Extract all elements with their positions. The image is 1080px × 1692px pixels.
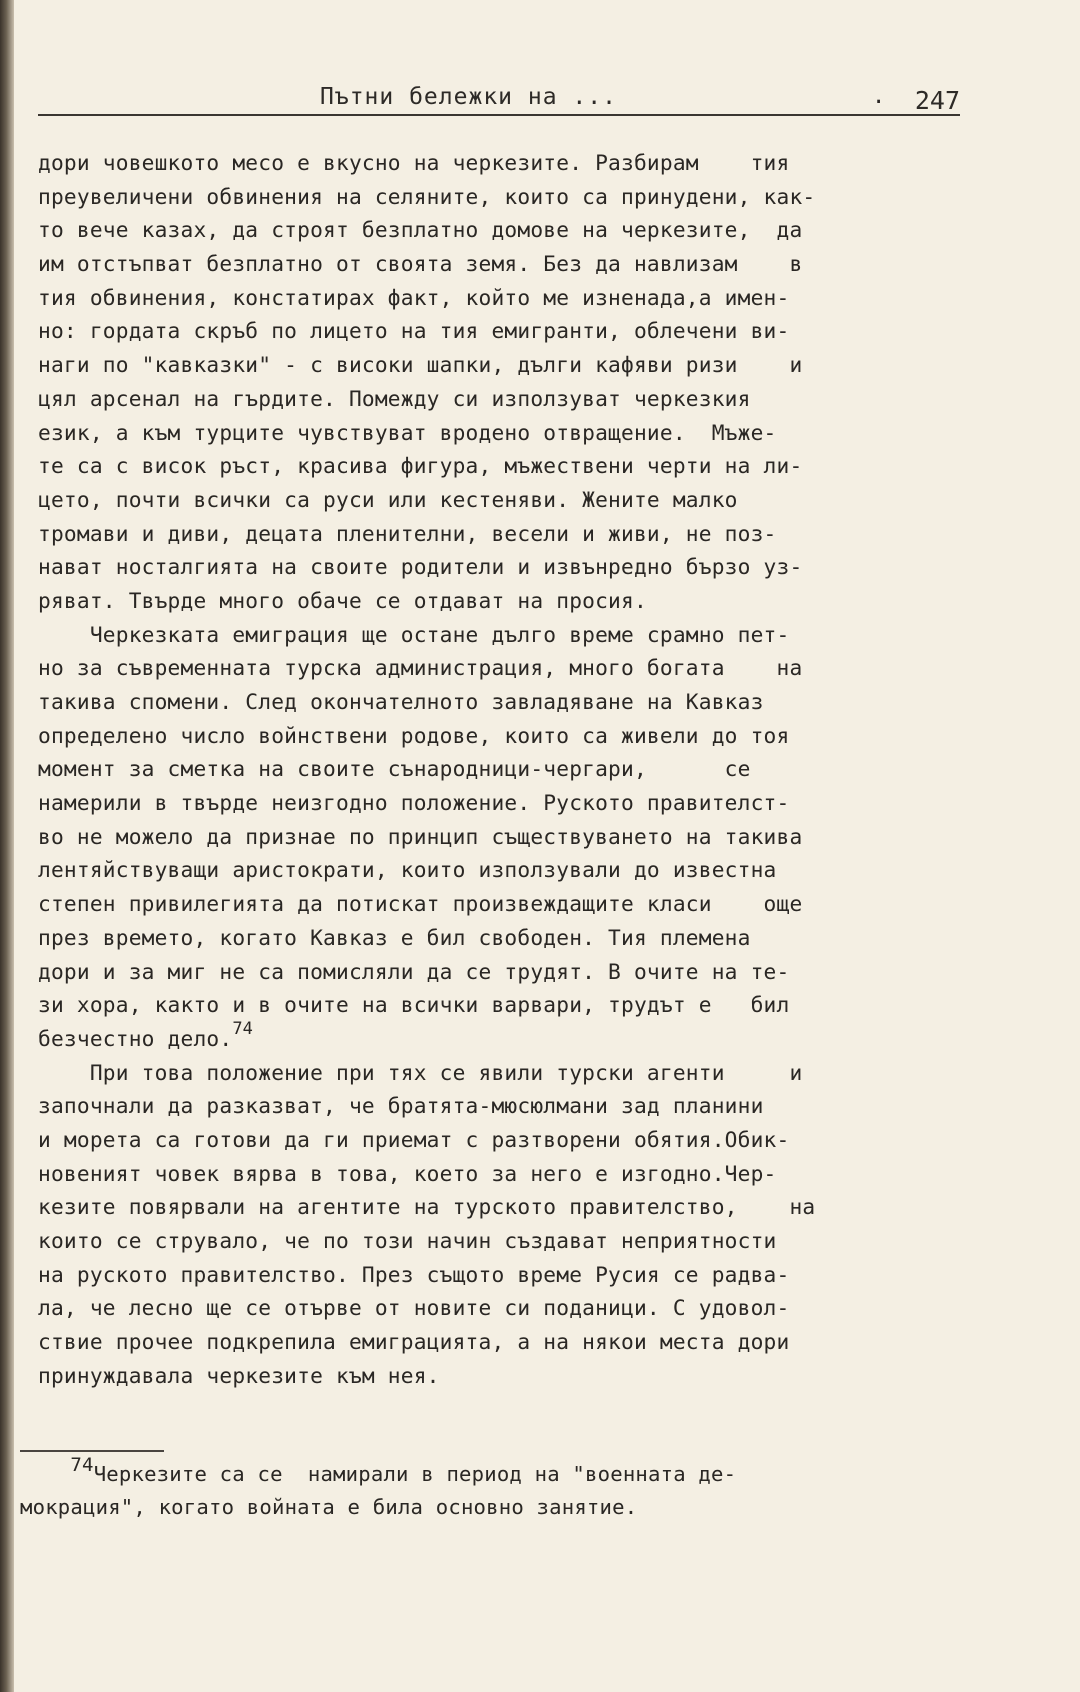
text-line: им отстъпват безплатно от своята земя. Без да навлизам в [38,251,803,277]
text-line: лентяйствуващи аристократи, които използували до известна [38,857,777,883]
text-line-with-footnote [38,1018,978,1056]
text-line: ла, че лесно ще се отърве от новите си поданици. С удовол- [38,1295,790,1321]
text-line: започнали да разказват, че братята-мюсюлмани зад планини [38,1093,764,1119]
text-line: на руското правителство. През същото време Русия се радва- [38,1261,790,1287]
text-line: но за съвременната турска администрация, много богата на [38,655,803,681]
footnote [20,1454,980,1524]
text-line: степен привилегията да потискат произвеждащите класи още [38,891,803,917]
text-line: во не можело да признае по принцип съществуването на такива [38,823,803,849]
text-line: дори човешкото месо е вкусно на черкезите. Разбирам тия [38,150,790,175]
text-line: през времето, когато Кавказ е бил свободен. Тия племена [38,924,751,950]
text-line: преувеличени обвинения на селяните, които са принудени, как- [38,183,816,209]
text-line: новеният човек вярва в това, което за него е изгодно.Чер- [38,1160,777,1186]
running-title: Пътни бележки на ... [320,84,617,110]
text-line: момент за сметка на своите сънародници-чергари, се [38,756,751,782]
text-line: тромави и диви, децата пленителни, весели и живи, не поз- [38,520,777,546]
text-line: които се струвало, че по този начин създават неприятности [38,1228,777,1253]
text-line-content: безчестно дело. [38,1025,233,1051]
text-line: ствие прочее подкрепила емиграцията, а на някои места дори [38,1329,790,1355]
text-line: тия обвинения, констатирах факт, който ме изненада,а имен- [38,284,790,310]
footnote-line: мокрация", когато войната е била основно занятие. [20,1495,638,1519]
text-line: намерили в твърде неизгодно положение. Руското правителст- [38,790,790,816]
body-text [38,146,978,1392]
text-line: такива спомени. След окончателното завладяване на Кавказ [38,689,764,714]
text-line: те са с висок ръст, красива фигура, мъжествени черти на ли- [38,453,803,479]
text-line: зи хора, както и в очите на всички варвари, трудът е бил [38,992,790,1018]
text-line: кезите повярвали на агентите на турското правителство, на [38,1194,816,1220]
text-line: цял арсенал на гърдите. Помежду си използуват черкезкия [38,385,751,411]
page-number: 247 [914,86,960,115]
running-header [38,84,960,116]
text-line: ряват. Твърде много обаче се отдават на просия. [38,587,647,613]
text-line: цето, почти всички са руси или кестеняви. Жените малко [38,486,738,512]
footnote-divider [20,1450,164,1452]
text-line: определено число войнствени родове, които са живели до тоя [38,722,790,748]
text-line: език, а към турците чувствуват вродено отвращение. Мъже- [38,419,777,445]
paragraph-start-line: Черкезката емиграция ще остане дълго време срамно пет- [38,621,790,647]
footnote-text: Черкезите са се намирали в период на "военната де- [93,1462,737,1486]
text-line: дори и за миг не са помисляли да се трудят. В очите на те- [38,958,790,984]
text-line: но: гордата скръб по лицето на тия емигранти, облечени ви- [38,318,790,344]
text-line: принуждавала черкезите към нея. [38,1362,440,1388]
paragraph-start-line: При това положение при тях се явили турски агенти и [38,1059,803,1085]
footnote-reference[interactable]: 74 [232,1018,253,1039]
text-line: нават носталгията на своите родители и извънредно бързо уз- [38,554,803,580]
footnote-line [20,1454,980,1491]
text-line: то вече казах, да строят безплатно домове на черкезите, да [38,217,803,243]
text-line: и морета са готови да ги приемат с разтворени обятия.Обик- [38,1126,790,1152]
text-line: наги по "кавказки" - с високи шапки, дълги кафяви ризи и [38,352,803,378]
header-dot: . [872,84,886,109]
page-binding-shadow [0,0,14,1692]
footnote-number: 74 [70,1454,94,1476]
